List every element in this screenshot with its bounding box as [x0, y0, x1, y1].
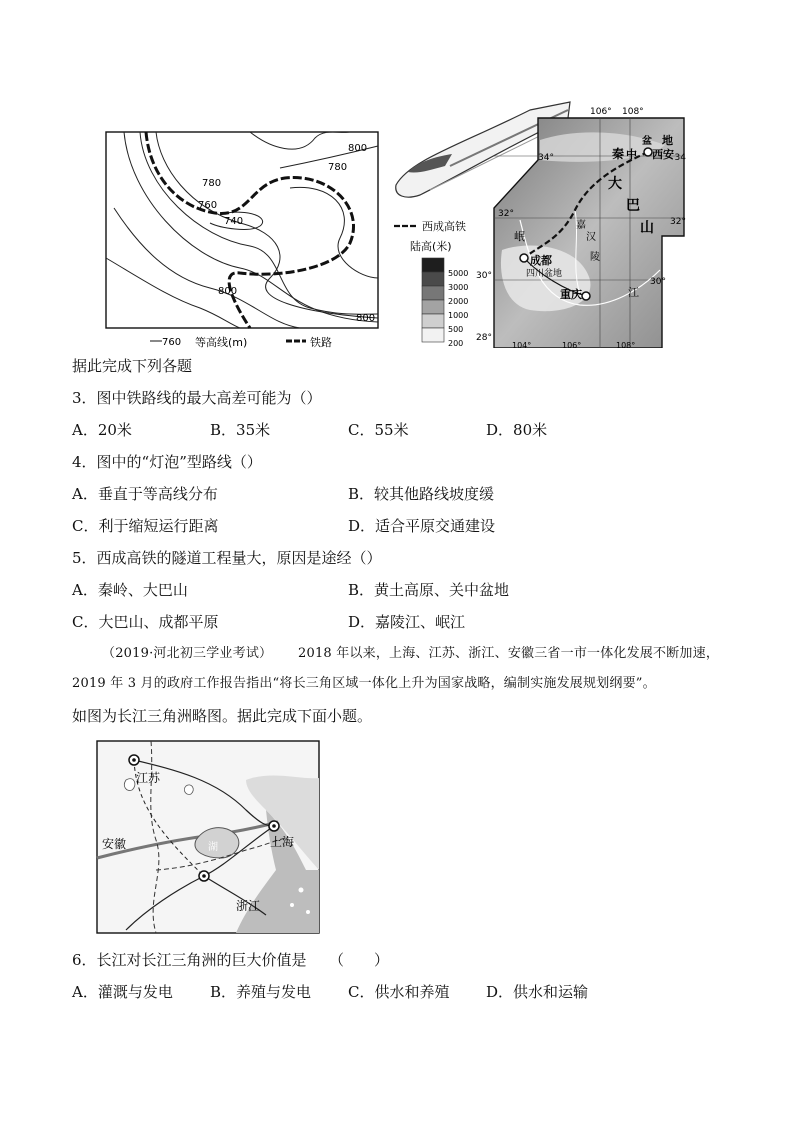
q4-option-c[interactable]: C．利于缩短运行距离: [72, 517, 219, 535]
contour-label: 760: [198, 200, 218, 211]
rail-map: [390, 100, 690, 348]
q4-option-b[interactable]: B．较其他路线坡度缓: [348, 485, 495, 503]
q5-option-d[interactable]: D．嘉陵江、岷江: [348, 613, 466, 631]
q3-option-c[interactable]: C．55米: [348, 421, 409, 439]
contour-label: 800: [348, 143, 368, 154]
lat-tick: 32°: [670, 217, 686, 227]
lon-tick: 106°: [562, 341, 582, 348]
region-shanghai: 上海: [270, 835, 295, 849]
lon-tick: 104°: [512, 341, 532, 348]
lat-tick: 34: [674, 153, 686, 163]
q4-option-d[interactable]: D．适合平原交通建设: [348, 517, 496, 535]
q6-option-b[interactable]: B．养殖与发电: [210, 983, 312, 1001]
place-sichuan-basin: 四川盆地: [526, 269, 563, 279]
region-zhejiang: 浙江: [236, 899, 261, 913]
city-chongqing: 重庆: [560, 288, 582, 301]
place-jia: 嘉: [576, 220, 586, 231]
legend-level: 200: [448, 339, 464, 348]
q6-option-a[interactable]: A．灌溉与发电: [72, 983, 173, 1001]
legend-level: 1000: [448, 311, 469, 320]
legend-contour-text: 等高线(m): [195, 336, 248, 349]
contour-label: 800: [356, 313, 376, 324]
place-pen: 盆: [642, 136, 652, 147]
question-4: 4．图中的“灯泡”型路线（）: [72, 453, 262, 471]
question-5: 5．西成高铁的隧道工程量大，原因是途经（）: [72, 549, 382, 567]
place-han: 汉: [586, 232, 596, 243]
question-6: 6．长江对长江三角洲的巨大价值是 （ ）: [72, 951, 390, 969]
q6-option-d[interactable]: D．供水和运输: [486, 983, 589, 1001]
place-ba: 巴: [626, 198, 640, 214]
contour-label: 740: [224, 216, 244, 227]
place-shan: 山: [640, 220, 654, 236]
place-zhong: 中: [626, 148, 637, 161]
contour-label: 780: [328, 162, 348, 173]
q3-option-a[interactable]: A．20米: [72, 421, 132, 439]
city-chengdu: 成都: [530, 254, 552, 267]
city-xian: 西安: [652, 148, 674, 161]
place-qin: 秦: [612, 147, 625, 161]
intro-line-2: 2019 年 3 月的政府工作报告指出“将长三角区域一体化上升为国家战略，编制实施发展规划纲要”。: [72, 676, 656, 691]
q3-option-d[interactable]: D．80米: [486, 421, 548, 439]
region-jiangsu: 江苏: [136, 771, 161, 785]
yangtze-delta-map: [96, 740, 320, 934]
legend-level: 3000: [448, 283, 469, 292]
q5-option-c[interactable]: C．大巴山、成都平原: [72, 613, 219, 631]
q4-option-a[interactable]: A．垂直于等高线分布: [72, 485, 218, 503]
contour-label: 800: [218, 286, 238, 297]
place-di: 地: [662, 134, 673, 147]
place-da: 大: [608, 176, 622, 192]
legend-level: 2000: [448, 297, 469, 306]
lat-tick: 34°: [538, 153, 554, 163]
legend-line-label: 西成高铁: [422, 220, 466, 233]
legend-contour-value: 760: [162, 337, 182, 348]
lat-tick: 32°: [498, 209, 514, 219]
lat-tick: 28°: [476, 333, 492, 343]
question-3: 3．图中铁路线的最大高差可能为（）: [72, 389, 322, 407]
contour-map: [100, 128, 390, 350]
instruction-2: 如图为长江三角洲略图。据此完成下面小题。: [72, 707, 373, 725]
place-min: 岷: [514, 230, 525, 243]
lon-tick: 108°: [622, 107, 644, 117]
lat-tick: 30°: [650, 277, 666, 287]
lake-label: 湖: [208, 842, 218, 853]
q3-option-b[interactable]: B．35米: [210, 421, 271, 439]
q5-option-a[interactable]: A．秦岭、大巴山: [72, 581, 188, 599]
intro-source: （2019·河北初三学业考试）: [102, 646, 273, 661]
lat-tick: 30°: [476, 271, 492, 281]
contour-label: 780: [202, 178, 222, 189]
instruction-1: 据此完成下列各题: [72, 357, 193, 375]
region-anhui: 安徽: [102, 837, 127, 851]
legend-level: 500: [448, 325, 464, 334]
place-jiang: 江: [628, 286, 639, 299]
lon-tick: 106°: [590, 107, 612, 117]
lon-tick: 108°: [616, 341, 636, 348]
legend-rail-text: 铁路: [310, 336, 332, 349]
legend-title: 陆高(米): [410, 240, 452, 253]
legend-level: 5000: [448, 269, 469, 278]
intro-line-1: 2018 年以来，上海、江苏、浙江、安徽三省一市一体化发展不断加速，: [298, 646, 720, 661]
place-ling: 陵: [590, 252, 600, 263]
q5-option-b[interactable]: B．黄土高原、关中盆地: [348, 581, 510, 599]
q6-option-c[interactable]: C．供水和养殖: [348, 983, 450, 1001]
